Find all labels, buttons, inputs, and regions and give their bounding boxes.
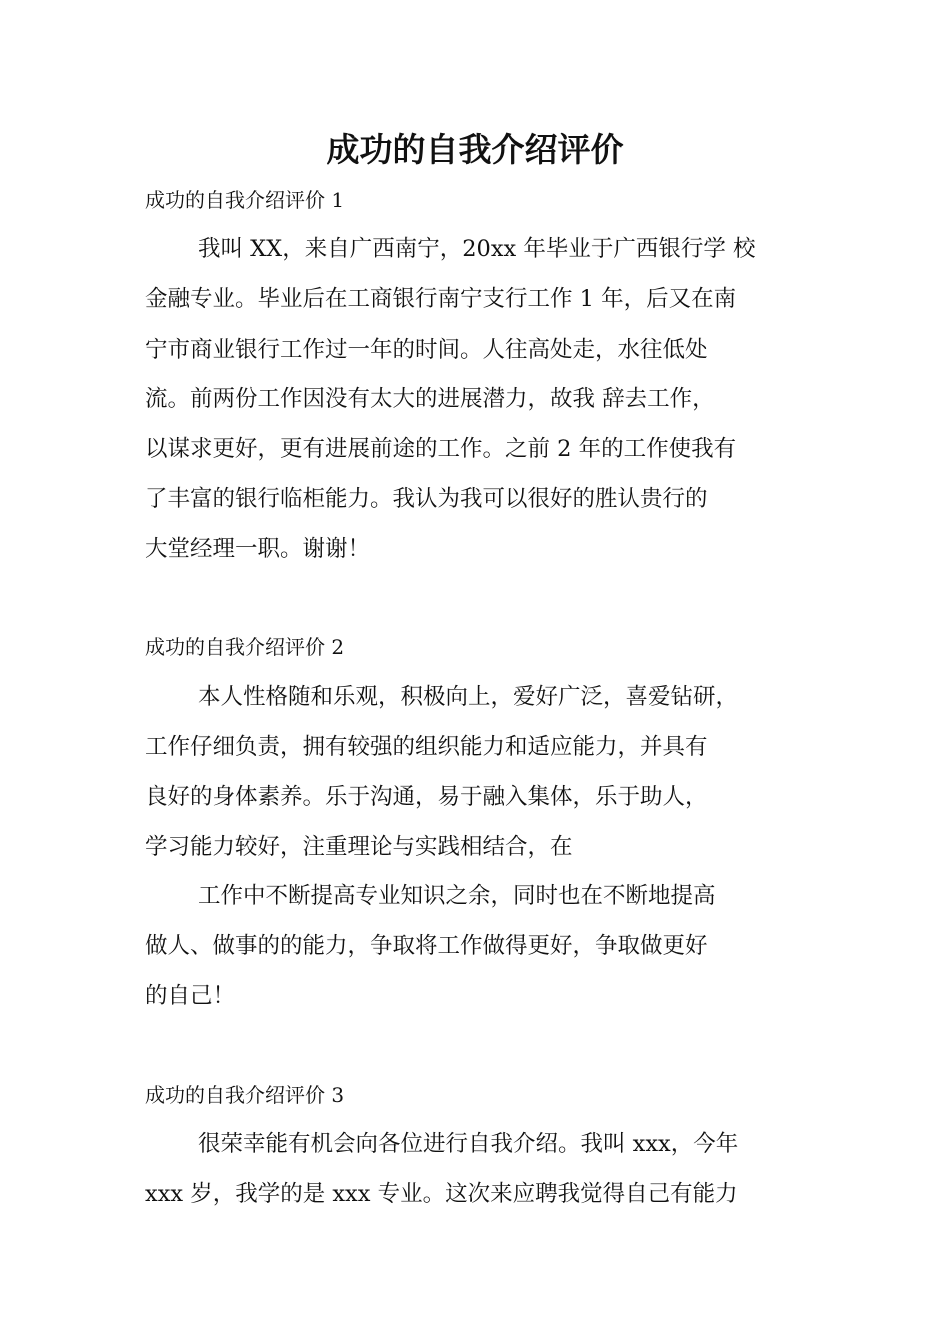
section-3-line-1: 很荣幸能有机会向各位进行自我介绍。我叫 xxx，今年 — [198, 1131, 739, 1157]
section-1-line-4: 流。前两份工作因没有太大的进展潜力，故我 辞去工作， — [145, 386, 715, 412]
section-1-line-5: 以谋求更好，更有进展前途的工作。之前 2 年的工作使我有 — [145, 436, 737, 462]
section-1-line-1: 我叫 XX，来自广西南宁，20xx 年毕业于广西银行学 校 — [198, 236, 756, 262]
section-2-line-5: 工作中不断提高专业知识之余，同时也在不断地提高 — [198, 883, 716, 909]
section-1-line-3: 宁市商业银行工作过一年的时间。人往高处走，水往低处 — [145, 337, 708, 363]
section-2-line-7: 的自己！ — [145, 983, 236, 1009]
section-heading-1: 成功的自我介绍评价 1 — [145, 188, 345, 212]
section-heading-2: 成功的自我介绍评价 2 — [145, 635, 345, 659]
document-title: 成功的自我介绍评价 — [326, 130, 624, 169]
section-2-line-4: 学习能力较好，注重理论与实践相结合，在 — [145, 834, 573, 860]
section-2-line-6: 做人、做事的的能力，争取将工作做得更好，争取做更好 — [145, 933, 708, 959]
section-1-line-7: 大堂经理一职。谢谢！ — [145, 536, 371, 562]
section-3-line-2: xxx 岁，我学的是 xxx 专业。这次来应聘我觉得自己有能力 — [145, 1181, 738, 1207]
section-1-line-2: 金融专业。毕业后在工商银行南宁支行工作 1 年，后又在南 — [145, 286, 737, 312]
section-2-line-2: 工作仔细负责，拥有较强的组织能力和适应能力，并具有 — [145, 734, 708, 760]
section-2-line-1: 本人性格随和乐观，积极向上，爱好广泛，喜爱钻研， — [198, 684, 739, 710]
section-heading-3: 成功的自我介绍评价 3 — [145, 1083, 345, 1107]
section-2-line-3: 良好的身体素养。乐于沟通，易于融入集体，乐于助人， — [145, 784, 708, 810]
section-1-line-6: 了丰富的银行临柜能力。我认为我可以很好的胜认贵行的 — [145, 486, 708, 512]
